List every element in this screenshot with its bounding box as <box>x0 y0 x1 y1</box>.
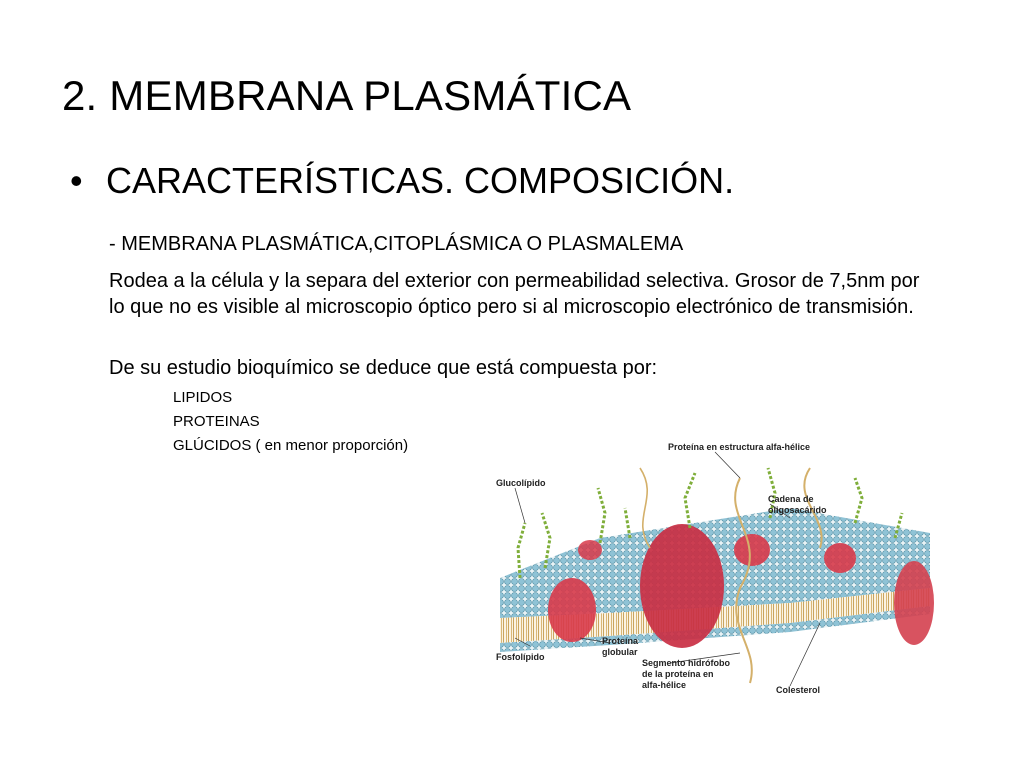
large-protein <box>640 524 724 648</box>
list-item: PROTEINAS <box>173 413 260 430</box>
label-cadena: Cadena de <box>768 494 814 504</box>
bullet-dot-icon: • <box>70 160 83 201</box>
label-segmento: de la proteína en <box>642 669 714 679</box>
protein <box>894 561 934 645</box>
list-item: GLÚCIDOS ( en menor proporción) <box>173 437 409 454</box>
label-cadena: oligosacárido <box>768 505 827 515</box>
subheading: - MEMBRANA PLASMÁTICA,CITOPLÁSMICA O PLASMALEMA <box>109 233 684 255</box>
label-fosfolipido: Fosfolípido <box>496 652 545 662</box>
label-proteina-globular: globular <box>602 647 638 657</box>
protein <box>578 540 602 560</box>
bullet-characteristics <box>70 160 734 202</box>
label-proteina-globular: Proteína <box>602 636 639 646</box>
protein <box>824 543 856 573</box>
protein <box>734 534 770 566</box>
components-list <box>173 386 408 458</box>
list-item: LIPIDOS <box>173 389 233 406</box>
globular-protein <box>548 578 596 642</box>
label-colesterol: Colesterol <box>776 685 821 695</box>
label-segmento: Segmento hidrófobo <box>642 658 730 668</box>
slide-title: 2. MEMBRANA PLASMÁTICA <box>62 72 632 119</box>
label-glucolipido: Glucolípido <box>496 478 546 488</box>
composition-intro: De su estudio bioquímico se deduce que está compuesta por: <box>109 357 658 379</box>
membrane-diagram <box>490 438 945 700</box>
label-segmento: alfa-hélice <box>642 680 687 690</box>
label-proteina-alfa: Proteína en estructura alfa-hélice <box>668 442 811 452</box>
description-paragraph: Rodea a la célula y la separa del exterior con permeabilidad selectiva. Grosor de 7,5nm por lo que no es visible al microscopio óptico pero si al microscopio electrónico de transmisión. <box>109 270 920 318</box>
bullet-text: CARACTERÍSTICAS. COMPOSICIÓN. <box>106 160 735 201</box>
